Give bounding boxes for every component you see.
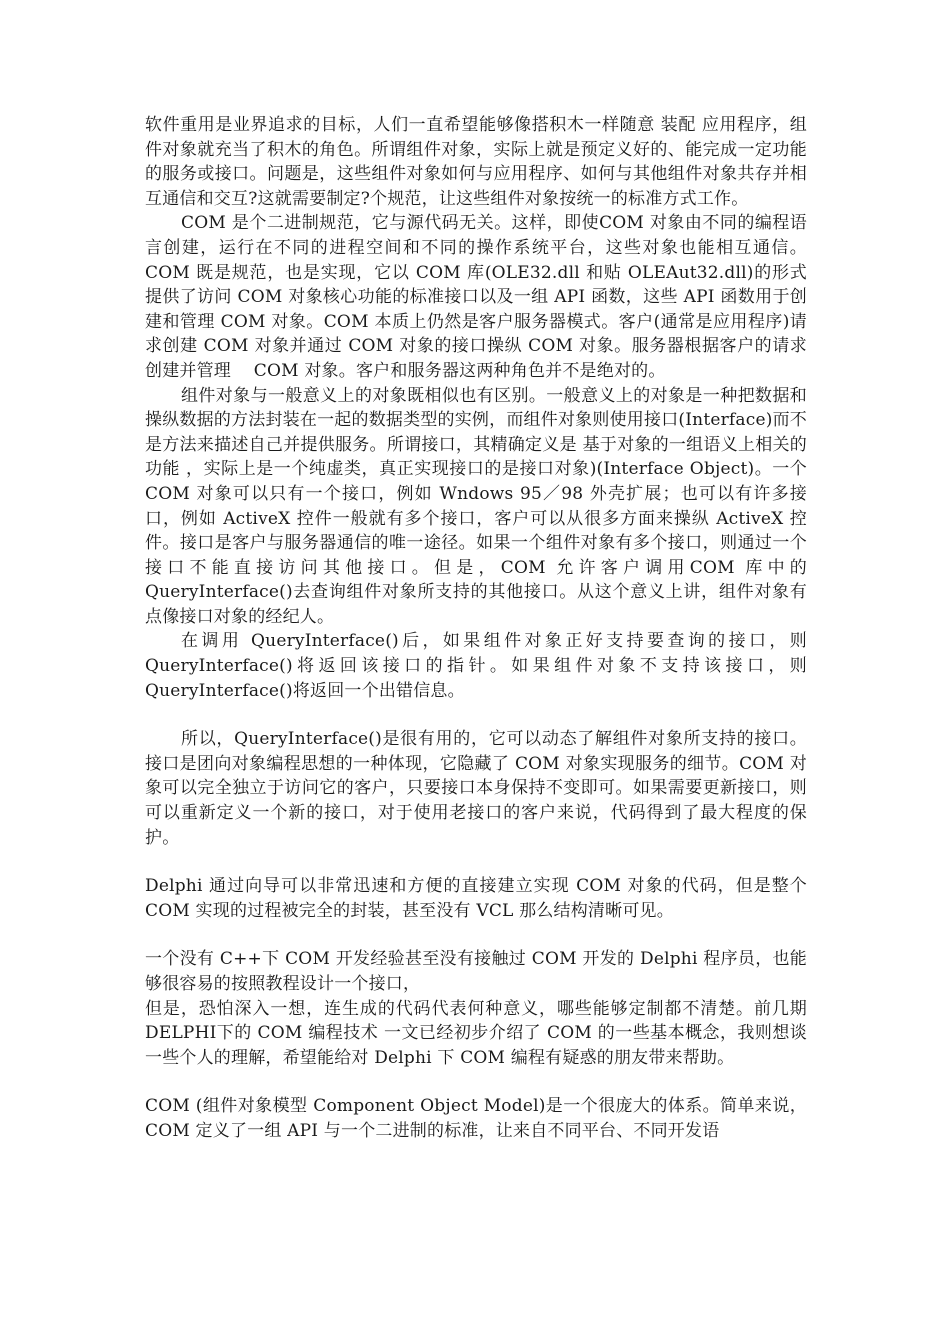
paragraph-delphi-programmer: 一个没有 C++下 COM 开发经验甚至没有接触过 COM 开发的 Delphi 程序员，也能够很容易的按照教程设计一个接口， (145, 949, 807, 994)
paragraph-software-reuse: 软件重用是业界追求的目标，人们一直希望能够像搭积木一样随意 装配 应用程序，组件对象就充当了积木的角色。所谓组件对象，实际上就是预定义好的、能完成一定功能的服务或接口。问题是，这些组件对象如何与应用程序、如何与其他组件对象共存并相互通信和交互?这就需要制定?个规范，让这些组件对象按统一的标准方式工作。 (145, 115, 807, 209)
paragraph-deeper-thought: 但是，恐怕深入一想，连生成的代码代表何种意义，哪些能够定制都不清楚。前几期 DELPHI下的 COM 编程技术 一文已经初步介绍了 COM 的一些基本概念，我则想谈一些个人的理解，希望能给对 Delphi 下 COM 编程有疑惑的朋友带来帮助。 (145, 998, 830, 1068)
paragraph-component-objects: 组件对象与一般意义上的对象既相似也有区别。一般意义上的对象是一种把数据和操纵数据的方法封装在一起的数据类型的实例，而组件对象则使用接口(Interface)而不是方法来描述自己并提供服务。所谓接口，其精确定义是 基于对象的一组语义上相关的功能 ，实际上是一个纯虚类，真正实现接口的是接口对象)(Interface Object)。一个 COM 对象可以只有一个接口，例如 Wndows 95／98 外壳扩展；也可以有许多接口，例如 ActiveX 控件一般就有多个接口，客户可以从很多方面来操纵 ActiveX 控件。接口是客户与服务器通信的唯一途径。如果一个组件对象有多个接口，则通过一个接口不能直接访问其他接口。但是，COM 允许客户调用COM 库中的QueryInterface()去查询组件对象所支持的其他接口。从这个意义上讲，组件对象有点像接口对象的经纪人。 (145, 385, 807, 627)
document-body (145, 113, 830, 1144)
paragraph-com-binary-spec: COM 是个二进制规范，它与源代码无关。这样，即使COM 对象由不同的编程语言创建，运行在不同的进程空间和不同的操作系统平台，这些对象也能相互通信。COM 既是规范，也是实现，它以 COM 库(OLE32.dll 和贴 OLEAut32.dll)的形式提供了访问 COM 对象核心功能的标准接口以及一组 API 函数，这些 API 函数用于创建和管理 COM 对象。COM 本质上仍然是客户服务器模式。客户(通常是应用程序)请求创建 COM 对象并通过 COM 对象的接口操纵 COM 对象。服务器根据客户的请求创建并管理 COM 对象。客户和服务器这两种角色并不是绝对的。 (145, 213, 807, 381)
paragraph-com-definition: COM (组件对象模型 Component Object Model)是一个很庞大的体系。简单来说，COM 定义了一组 API 与一个二进制的标准，让来自不同平台、不同开发语 (145, 1096, 807, 1141)
paragraph-delphi-wizard: Delphi 通过向导可以非常迅速和方便的直接建立实现 COM 对象的代码，但是整个 COM 实现的过程被完全的封装，甚至没有 VCL 那么结构清晰可见。 (145, 876, 807, 921)
paragraph-queryinterface-usefulness: 所以，QueryInterface()是很有用的，它可以动态了解组件对象所支持的接口。接口是团向对象编程思想的一种体现，它隐藏了 COM 对象实现服务的细节。COM 对象可以完全独立于访问它的客户，只要接口本身保持不变即可。如果需要更新接口，则可以重新定义一个新的接口，对于使用老接口的客户来说，代码得到了最大程度的保护。 (145, 729, 807, 848)
paragraph-queryinterface-call: 在调用 QueryInterface()后，如果组件对象正好支持要查询的接口，则 QueryInterface()将返回该接口的指针。如果组件对象不支持该接口，则 QueryInterface()将返回一个出错信息。 (145, 631, 807, 701)
